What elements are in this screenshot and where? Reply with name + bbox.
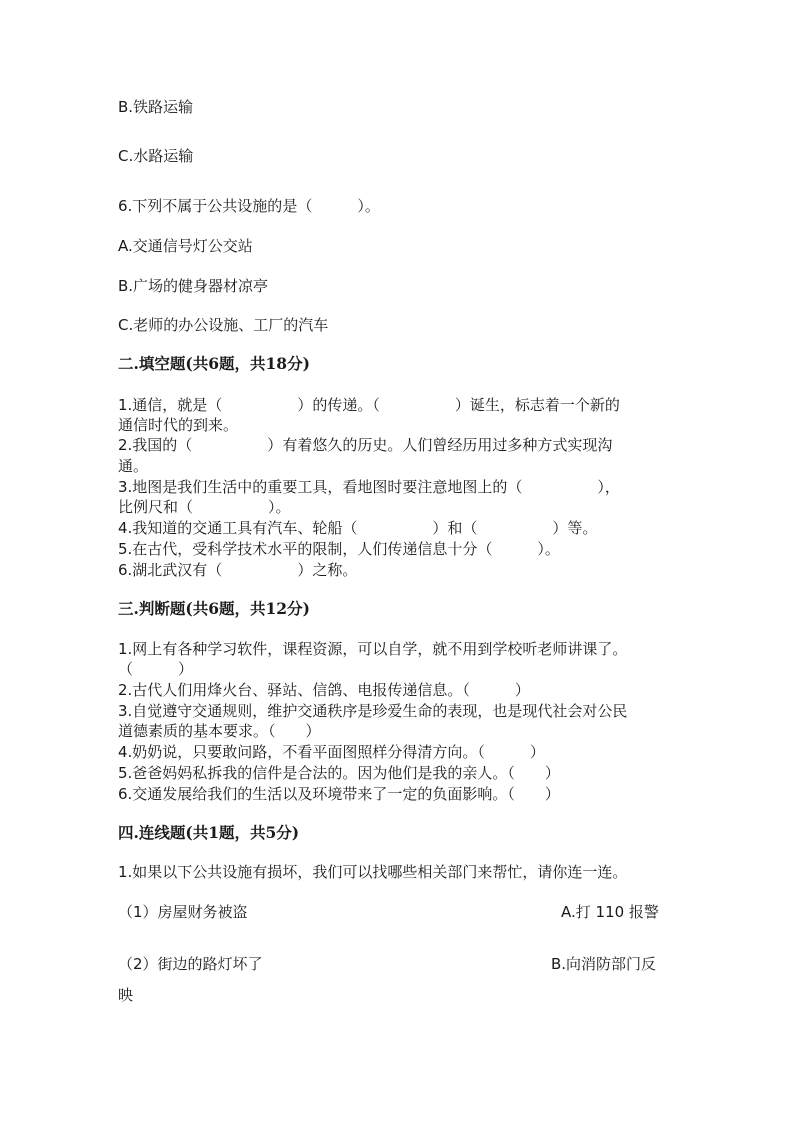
section4-heading: 四.连线题(共1题，共5分) <box>118 823 300 842</box>
s3-line: （ ） <box>118 660 194 678</box>
section3-heading: 三.判断题(共6题，共12分) <box>118 599 310 618</box>
s2-line: 2.我国的（ ）有着悠久的历史。人们曾经历用过多种方式实现沟 <box>118 436 613 454</box>
match-left-1: （1）房屋财务被盗 <box>118 903 248 921</box>
match-left-2: （2）街边的路灯坏了 <box>118 955 263 973</box>
section2-heading: 二.填空题(共6题，共18分) <box>118 354 310 373</box>
s2-line: 4.我知道的交通工具有汽车、轮船（ ）和（ ）等。 <box>118 519 598 537</box>
s2-line: 通。 <box>118 457 149 475</box>
s2-line: 6.湖北武汉有（ ）之称。 <box>118 561 358 579</box>
s2-line: 1.通信，就是（ ）的传递。（ ）诞生，标志着一个新的 <box>118 396 620 414</box>
q6-option-c: C.老师的办公设施、工厂的汽车 <box>118 316 329 334</box>
s3-line: 1.网上有各种学习软件，课程资源，可以自学，就不用到学校听老师讲课了。 <box>118 640 628 658</box>
s3-line: 4.奶奶说，只要敢问路，不看平面图照样分得清方向。（ ） <box>118 743 545 761</box>
q5-option-c: C.水路运输 <box>118 147 194 165</box>
s3-line: 6.交通发展给我们的生活以及环境带来了一定的负面影响。（ ） <box>118 785 560 803</box>
s2-line: 3.地图是我们生活中的重要工具，看地图时要注意地图上的（ ）， <box>118 478 620 496</box>
s3-line: 2.古代人们用烽火台、驿站、信鸽、电报传递信息。（ ） <box>118 681 530 699</box>
s2-line: 通信时代的到来。 <box>118 416 239 434</box>
q6-stem: 6.下列不属于公共设施的是（ ）。 <box>118 197 380 215</box>
q6-option-b: B.广场的健身器材凉亭 <box>118 277 269 295</box>
q5-option-b: B.铁路运输 <box>118 98 194 116</box>
q6-option-a: A.交通信号灯公交站 <box>118 237 253 255</box>
match-right-1: A.打 110 报警 <box>561 903 659 921</box>
s3-line: 3.自觉遵守交通规则，维护交通秩序是珍爱生命的表现，也是现代社会对公民 <box>118 702 628 720</box>
s2-line: 比例尺和（ ）。 <box>118 498 291 516</box>
match-right-2-wrap: 映 <box>118 986 134 1004</box>
s4-stem: 1.如果以下公共设施有损坏，我们可以找哪些相关部门来帮忙，请你连一连。 <box>118 863 628 881</box>
s2-line: 5.在古代，受科学技术水平的限制，人们传递信息十分（ ）。 <box>118 540 560 558</box>
match-right-2: B.向消防部门反 <box>551 955 657 973</box>
s3-line: 道德素质的基本要求。（ ） <box>118 722 321 740</box>
s3-line: 5.爸爸妈妈私拆我的信件是合法的。因为他们是我的亲人。（ ） <box>118 764 560 782</box>
